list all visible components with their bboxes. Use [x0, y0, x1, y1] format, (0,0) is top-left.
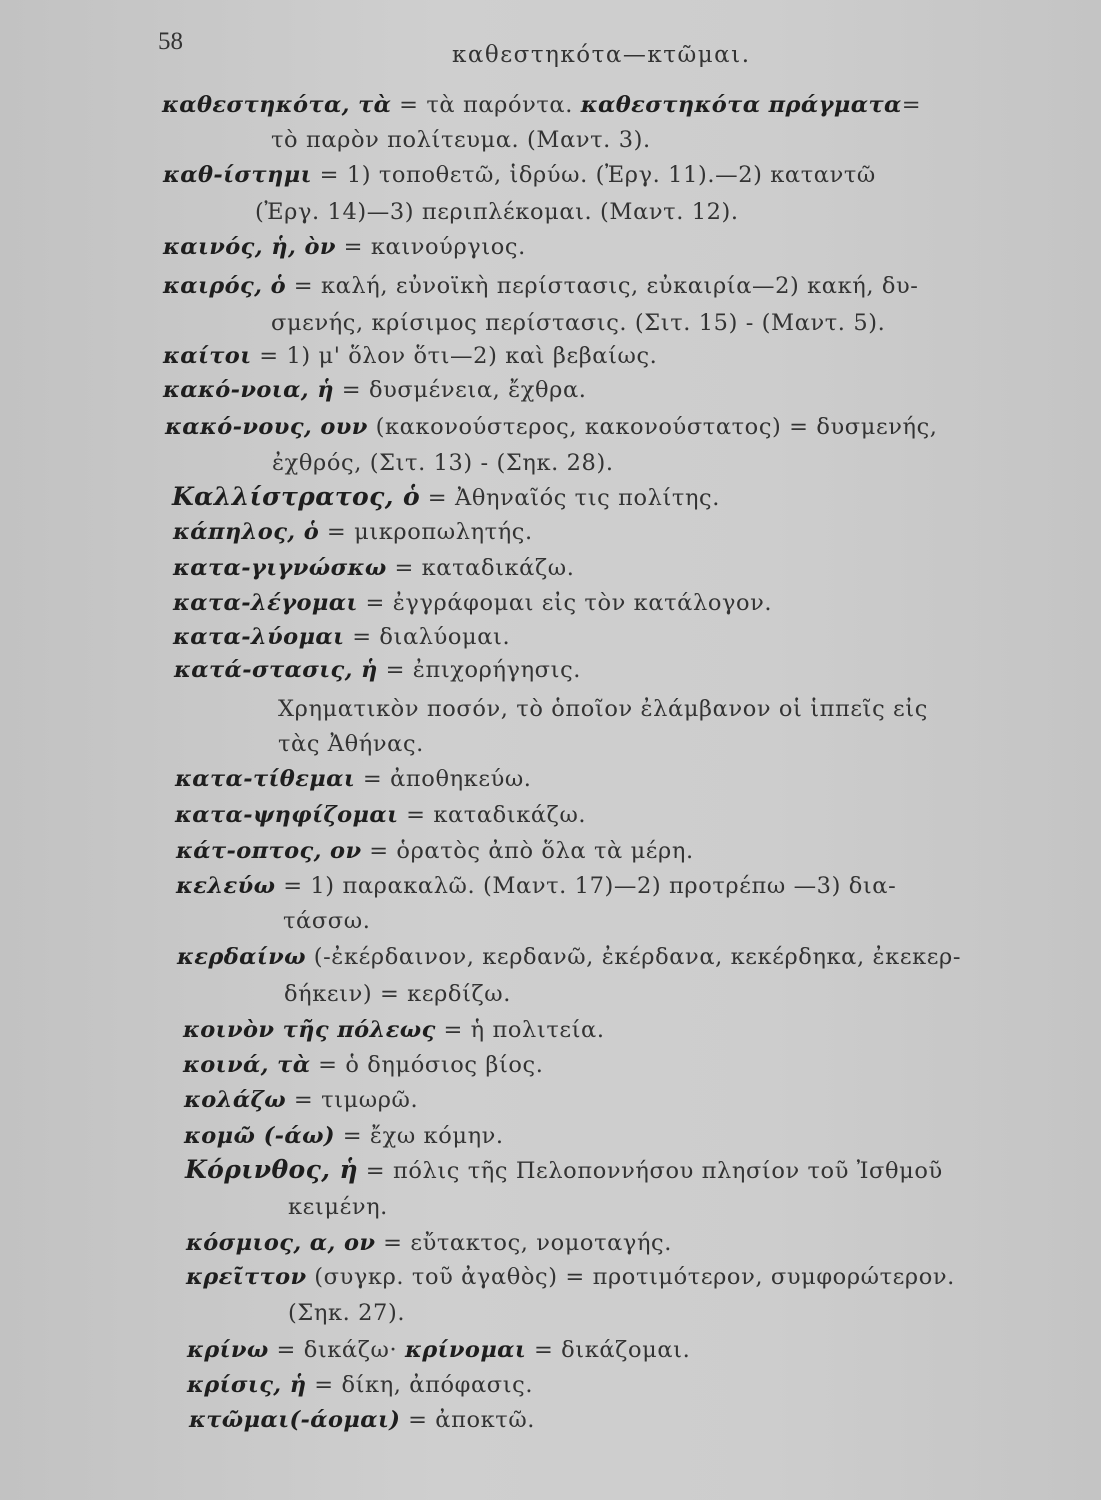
headword: κατα-τίθεμαι	[175, 766, 356, 792]
definition: = τὰ παρόντα.	[391, 92, 581, 118]
headword: κατα-λύομαι	[173, 624, 345, 650]
entry-continuation: (Ἐργ. 14)—3) περιπλέκομαι. (Μαντ. 12).	[255, 199, 739, 225]
definition: = ἔχω κόμην.	[334, 1123, 504, 1149]
headword: κακό-νοια, ἡ	[163, 377, 335, 403]
headword: καθεστηκότα πράγματα	[580, 92, 902, 118]
dictionary-entry	[162, 91, 921, 119]
dictionary-entry	[186, 1263, 955, 1291]
dictionary-entry	[177, 943, 961, 971]
entry-continuation: τὰς Ἀθήνας.	[278, 731, 424, 757]
dictionary-entry	[185, 1156, 943, 1185]
entry-continuation: τὸ παρὸν πολίτευμα. (Μαντ. 3).	[271, 127, 651, 153]
definition: = καταδικάζω.	[386, 555, 575, 581]
dictionary-entry	[189, 1406, 535, 1434]
definition: = ἐγγράφομαι εἰς τὸν κατάλογον.	[357, 590, 773, 616]
definition: = καταδικάζω.	[398, 802, 587, 828]
definition: = ἀποκτῶ.	[400, 1407, 536, 1433]
entry-continuation: (Σηκ. 27).	[288, 1300, 406, 1326]
dictionary-entry	[173, 589, 772, 617]
definition: = 1) τοποθετῶ, ἱδρύω. (Ἐργ. 11).—2) καταντῶ	[311, 162, 876, 188]
dictionary-entry	[183, 1051, 543, 1079]
entry-continuation: ἐχθρός, (Σιτ. 13) - (Σηκ. 28).	[272, 450, 614, 476]
headword: κερδαίνω	[177, 944, 306, 970]
definition: = δυσμένεια, ἔχθρα.	[334, 377, 587, 403]
headword: κρεῖττον	[186, 1264, 307, 1290]
dictionary-entry	[173, 623, 510, 651]
headword: κομῶ (-άω)	[184, 1123, 335, 1149]
entry-continuation: σμενής, κρίσιμος περίστασις. (Σιτ. 15) - (Μαντ. 5).	[271, 310, 886, 336]
definition: = 1) παρακαλῶ. (Μαντ. 17)—2) προτρέπω —3) δια-	[275, 873, 897, 899]
entry-continuation: τάσσω.	[283, 908, 371, 934]
headword: κατα-ψηφίζομαι	[175, 802, 399, 828]
dictionary-entry	[187, 1336, 690, 1364]
dictionary-entry	[183, 1016, 605, 1044]
definition: = πόλις τῆς Πελοποννήσου πλησίον τοῦ Ἰσθμοῦ	[358, 1158, 943, 1184]
dictionary-entry	[174, 656, 581, 684]
dictionary-entry	[163, 342, 657, 370]
dictionary-entry	[186, 1229, 672, 1257]
definition: = ὁρατὸς ἀπὸ ὅλα τὰ μέρη.	[361, 838, 694, 864]
definition: = ἐπιχορήγησις.	[377, 657, 582, 683]
dictionary-entry	[187, 1371, 533, 1399]
headword: καιρός, ὁ	[163, 273, 287, 299]
dictionary-entry	[163, 233, 526, 261]
definition: = Ἀθηναῖός τις πολίτης.	[420, 485, 720, 511]
dictionary-entry	[163, 272, 918, 300]
headword: κακό-νους, ουν	[165, 414, 368, 440]
definition: (-ἐκέρδαινον, κερδανῶ, ἐκέρδανα, κεκέρδηκα, ἐκεκερ-	[305, 944, 962, 970]
headword: κατά-στασις, ἡ	[174, 657, 378, 683]
headword: κοινά, τὰ	[183, 1052, 311, 1078]
headword: κελεύω	[176, 873, 276, 899]
dictionary-entry	[175, 801, 586, 829]
entry-continuation: δήκειν) = κερδίζω.	[284, 981, 511, 1007]
headword: κοινὸν τῆς πόλεως	[183, 1017, 436, 1043]
definition: = δικάζω·	[268, 1337, 405, 1363]
dictionary-entry	[172, 483, 720, 512]
dictionary-entry	[165, 413, 938, 441]
headword: κολάζω	[184, 1087, 287, 1113]
definition: = ἡ πολιτεία.	[435, 1017, 605, 1043]
headword: κρίνομαι	[404, 1337, 527, 1363]
definition: (συγκρ. τοῦ ἀγαθὸς) = προτιμότερον, συμφορώτερον.	[306, 1264, 955, 1290]
dictionary-entry	[176, 837, 694, 865]
headword: κρίσις, ἡ	[187, 1372, 307, 1398]
dictionary-entry	[176, 872, 896, 900]
definition: = διαλύομαι.	[344, 624, 511, 650]
definition: = δίκη, ἀπόφασις.	[306, 1372, 534, 1398]
definition: =	[901, 92, 922, 118]
headword: Κόρινθος, ἡ	[185, 1155, 359, 1184]
definition: = ὁ δημόσιος βίος.	[310, 1052, 544, 1078]
headword: κτῶμαι(-άομαι)	[189, 1407, 401, 1433]
definition: = δικάζομαι.	[526, 1337, 691, 1363]
headword: κάτ-οπτος, ον	[176, 838, 362, 864]
headword: κάπηλος, ὁ	[173, 519, 320, 545]
headword: κόσμιος, α, ον	[186, 1230, 376, 1256]
headword: καθ-ίστημι	[163, 162, 312, 188]
entry-continuation: Χρηματικὸν ποσόν, τὸ ὁποῖον ἐλάμβανον οἱ ἱππεῖς εἰς	[278, 696, 928, 722]
definition: = ἀποθηκεύω.	[355, 766, 532, 792]
definition: = μικροπωλητής.	[319, 519, 533, 545]
dictionary-entry	[175, 765, 532, 793]
entry-continuation: κειμένη.	[288, 1194, 388, 1220]
definition: = εὔτακτος, νομοταγής.	[375, 1230, 673, 1256]
page-number: 58	[158, 28, 183, 55]
dictionary-entry	[173, 554, 574, 582]
running-head: καθεστηκότα—κτῶμαι.	[452, 42, 751, 68]
definition: = καινούργιος.	[335, 234, 526, 260]
dictionary-entry	[184, 1122, 504, 1150]
headword: κατα-γιγνώσκω	[173, 555, 387, 581]
headword: Καλλίστρατος, ὁ	[172, 482, 421, 511]
dictionary-entry	[184, 1086, 418, 1114]
definition: = καλή, εὐνοϊκὴ περίστασις, εὐκαιρία—2) κακή, δυ-	[286, 273, 919, 299]
headword: κατα-λέγομαι	[173, 590, 358, 616]
headword: καθεστηκότα, τὰ	[162, 92, 392, 118]
headword: καίτοι	[163, 343, 252, 369]
dictionary-entry	[173, 518, 533, 546]
definition: = τιμωρῶ.	[286, 1087, 419, 1113]
dictionary-entry	[163, 161, 876, 189]
definition: = 1) μ' ὅλον ὅτι—2) καὶ βεβαίως.	[251, 343, 658, 369]
headword: κρίνω	[187, 1337, 269, 1363]
definition: (κακονούστερος, κακονούστατος) = δυσμενής,	[367, 414, 938, 440]
headword: καινός, ἡ, ὸν	[163, 234, 336, 260]
dictionary-entry	[163, 376, 587, 404]
